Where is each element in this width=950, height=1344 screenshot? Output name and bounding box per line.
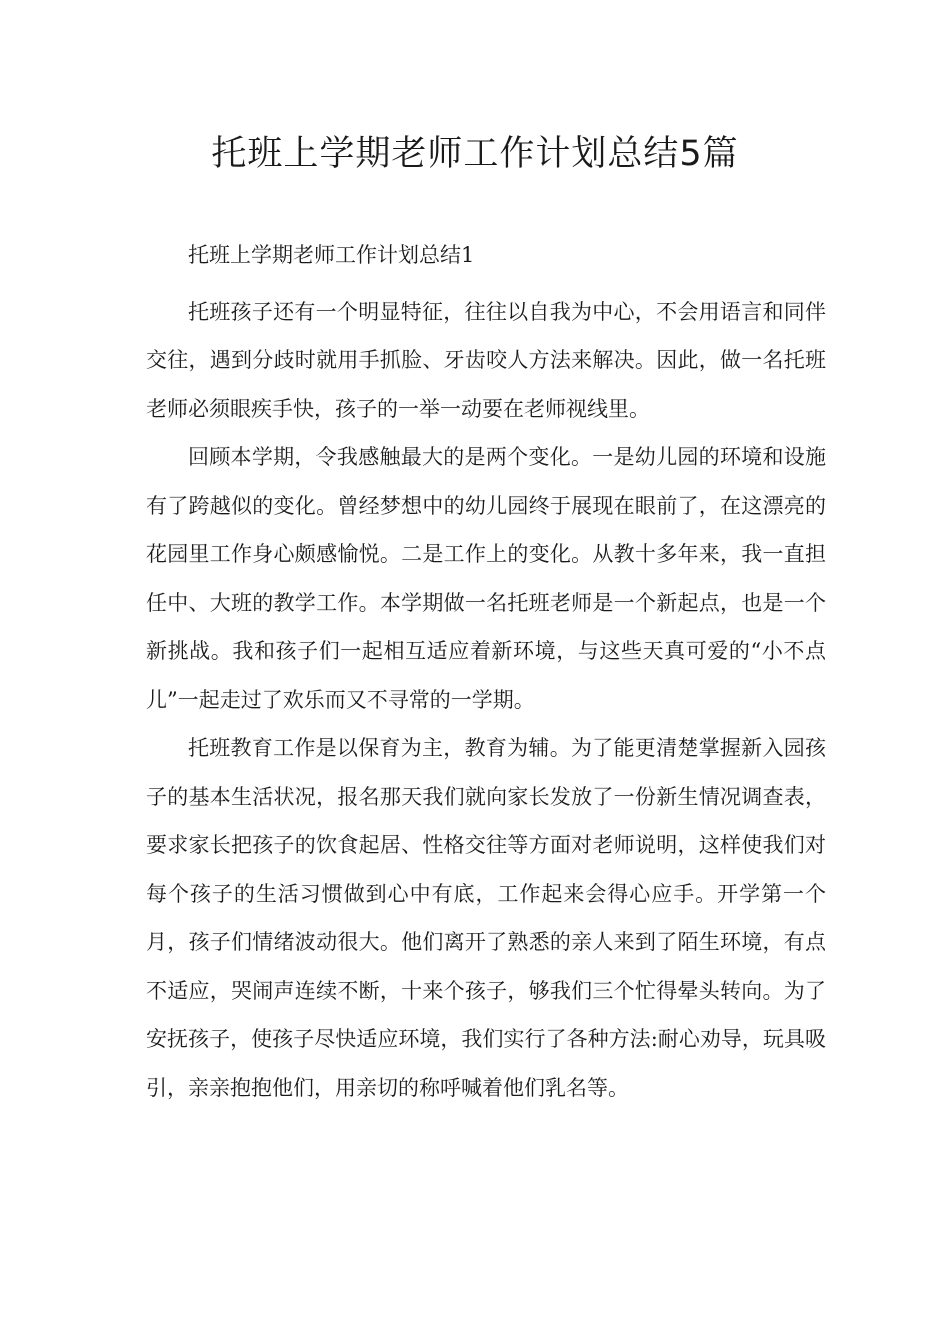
document-body (146, 231, 826, 1112)
section-heading: 托班上学期老师工作计划总结1 (188, 243, 475, 267)
paragraph-3: 托班教育工作是以保育为主，教育为辅。为了能更清楚掌握新入园孩子的基本生活状况，报名那天我们就向家长发放了一份新生情况调查表，要求家长把孩子的饮食起居、性格交往等方面对老师说明，这样使我们对每个孩子的生活习惯做到心中有底，工作起来会得心应手。开学第一个月，孩子们情绪波动很大。他们离开了熟悉的亲人来到了陌生环境，有点不适应，哭闹声连续不断，十来个孩子，够我们三个忙得晕头转向。为了安抚孩子，使孩子尽快适应环境，我们实行了各种方法:耐心劝导，玩具吸引，亲亲抱抱他们，用亲切的称呼喊着他们乳名等。 (146, 736, 826, 1100)
document-title: 托班上学期老师工作计划总结5篇 (211, 134, 739, 174)
paragraph-1: 托班孩子还有一个明显特征，往往以自我为中心，不会用语言和同伴交往，遇到分歧时就用手抓脸、牙齿咬人方法来解决。因此，做一名托班老师必须眼疾手快，孩子的一举一动要在老师视线里。 (146, 299, 826, 421)
paragraph-2: 回顾本学期，令我感触最大的是两个变化。一是幼儿园的环境和设施有了跨越似的变化。曾经梦想中的幼儿园终于展现在眼前了，在这漂亮的花园里工作身心颇感愉悦。二是工作上的变化。从教十多年来，我一直担任中、大班的教学工作。本学期做一名托班老师是一个新起点，也是一个新挑战。我和孩子们一起相互适应着新环境，与这些天真可爱的“小不点儿”一起走过了欢乐而又不寻常的一学期。 (146, 445, 826, 712)
